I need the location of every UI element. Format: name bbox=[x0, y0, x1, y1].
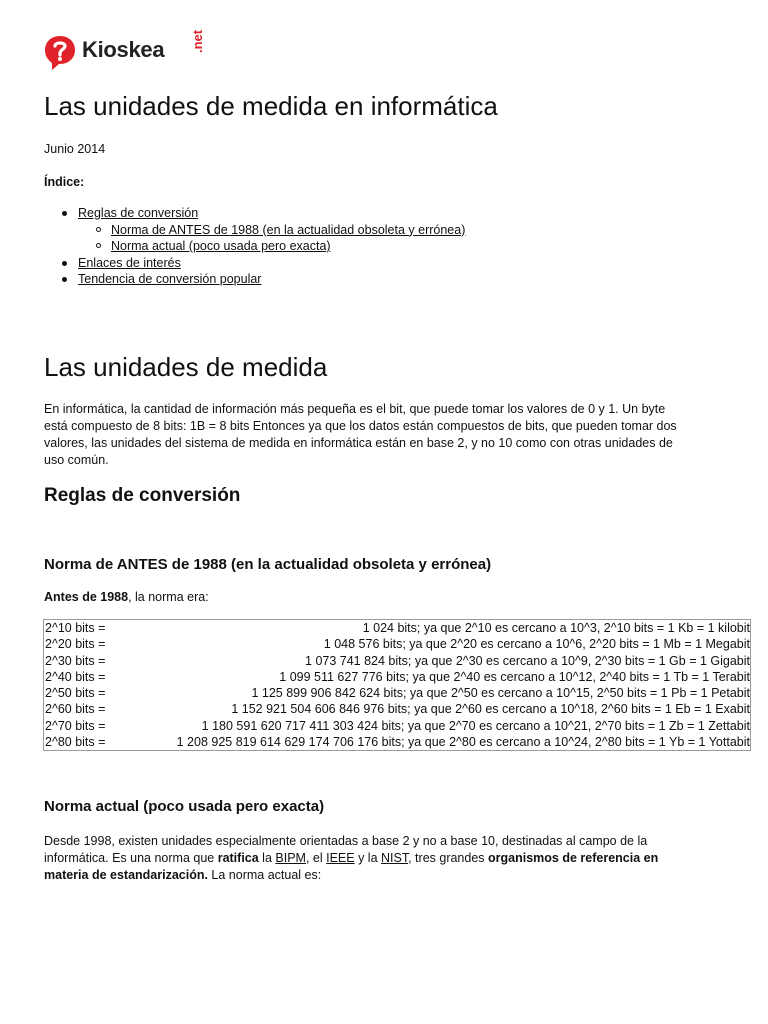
table-cell-power: 2^40 bits = bbox=[45, 669, 106, 684]
toc-item-norma-antes bbox=[44, 222, 465, 239]
current-norm-line: Desde 1998, existen unidades especialmente orientadas a base 2 y no a base 10, destinadas al campo de la bbox=[44, 834, 648, 848]
section-heading-unidades: Las unidades de medida bbox=[44, 352, 328, 382]
text-span: y la bbox=[354, 851, 382, 865]
logo-suffix: .net bbox=[190, 29, 205, 53]
bold-organismos: organismos de referencia en bbox=[488, 851, 659, 865]
table-row bbox=[44, 701, 751, 717]
table-row bbox=[44, 685, 751, 701]
section-heading-reglas: Reglas de conversión bbox=[44, 485, 241, 506]
text-span: informática. Es una norma que bbox=[44, 851, 218, 865]
subheading-norma-antes: Norma de ANTES de 1988 (en la actualidad obsoleta y errónea) bbox=[44, 556, 492, 573]
current-norm-paragraph bbox=[44, 833, 744, 884]
logo-wordmark: Kioskea bbox=[82, 37, 165, 62]
intro-line: uso común. bbox=[44, 453, 109, 467]
table-row bbox=[44, 669, 751, 685]
toc-link-norma-antes[interactable]: Norma de ANTES de 1988 (en la actualidad obsoleta y errónea) bbox=[111, 222, 466, 237]
toc-item-norma-actual bbox=[44, 238, 465, 255]
table-cell-detail: 1 125 899 906 842 624 bits; ya que 2^50 es cercano a 10^15, 2^50 bits = 1 Pb = 1 Petabit bbox=[251, 686, 750, 701]
old-norm-intro-rest: , la norma era: bbox=[128, 590, 209, 604]
table-cell-detail: 1 099 511 627 776 bits; ya que 2^40 es cercano a 10^12, 2^40 bits = 1 Tb = 1 Terabit bbox=[279, 669, 750, 684]
text-span: , el bbox=[305, 851, 327, 865]
table-cell-power: 2^10 bits = bbox=[45, 621, 106, 635]
table-cell-power: 2^30 bits = bbox=[45, 653, 106, 668]
current-norm-line bbox=[44, 850, 744, 867]
table-cell-power: 2^20 bits = bbox=[45, 637, 106, 652]
intro-line: En informática, la cantidad de información más pequeña es el bit, que puede tomar los valores de 0 y 1. Un byte bbox=[44, 402, 666, 416]
text-span: la bbox=[258, 851, 276, 865]
conversion-table bbox=[43, 619, 751, 751]
bold-materia: materia de estandarización. bbox=[44, 868, 208, 882]
table-row bbox=[44, 636, 751, 652]
toc-item-tendencia bbox=[44, 271, 465, 288]
table-row bbox=[44, 718, 751, 734]
intro-paragraph bbox=[44, 401, 734, 469]
intro-line: está compuesto de 8 bits: 1B = 8 bits Entonces ya que los datos están compuestos de bits, que pueden tomar dos bbox=[44, 419, 677, 433]
table-cell-detail: 1 152 921 504 606 846 976 bits; ya que 2^60 es cercano a 10^18, 2^60 bits = 1 Eb = 1 Exabit bbox=[231, 702, 750, 717]
table-row bbox=[44, 734, 751, 751]
bold-ratifica: ratifica bbox=[217, 851, 259, 865]
old-norm-intro-bold: Antes de 1988 bbox=[44, 590, 129, 604]
link-bipm[interactable]: BIPM bbox=[275, 851, 306, 865]
table-cell-detail: 1 073 741 824 bits; ya que 2^30 es cercano a 10^9, 2^30 bits = 1 Gb = 1 Gigabit bbox=[305, 653, 750, 668]
table-cell-detail: 1 048 576 bits; ya que 2^20 es cercano a 10^6, 2^20 bits = 1 Mb = 1 Megabit bbox=[323, 637, 750, 652]
link-nist[interactable]: NIST bbox=[381, 851, 409, 865]
text-span: , tres grandes bbox=[408, 851, 489, 865]
page-title: Las unidades de medida en informática bbox=[44, 91, 498, 121]
toc-link-norma-actual[interactable]: Norma actual (poco usada pero exacta) bbox=[111, 239, 331, 253]
intro-line: valores, las unidades del sistema de medida en informática están en base 2, y no 10 como con otras unidades de bbox=[44, 436, 673, 450]
old-norm-intro bbox=[44, 589, 209, 606]
toc-item-reglas bbox=[44, 205, 465, 222]
table-cell-power: 2^50 bits = bbox=[45, 686, 106, 701]
toc-link-reglas[interactable]: Reglas de conversión bbox=[78, 206, 199, 220]
toc-item-enlaces bbox=[44, 255, 465, 272]
table-row bbox=[44, 653, 751, 669]
text-span: La norma actual es: bbox=[207, 868, 322, 882]
kioskea-logo-icon bbox=[44, 34, 76, 72]
publication-date: Junio 2014 bbox=[44, 142, 106, 156]
toc-heading: Índice: bbox=[44, 175, 85, 189]
toc-link-enlaces[interactable]: Enlaces de interés bbox=[78, 255, 181, 270]
table-row bbox=[44, 620, 751, 637]
table-cell-detail: 1 208 925 819 614 629 174 706 176 bits; ya que 2^80 es cercano a 10^24, 2^80 bits = 1 Yb = 1 Yottabit bbox=[176, 735, 750, 750]
table-cell-detail: 1 180 591 620 717 411 303 424 bits; ya que 2^70 es cercano a 10^21, 2^70 bits = 1 Zb = 1 Zettabit bbox=[201, 718, 750, 733]
table-cell-power: 2^80 bits = bbox=[45, 735, 106, 750]
subheading-norma-actual: Norma actual (poco usada pero exacta) bbox=[44, 798, 325, 815]
link-ieee[interactable]: IEEE bbox=[326, 851, 355, 865]
current-norm-line bbox=[44, 867, 744, 884]
table-cell-power: 2^60 bits = bbox=[45, 702, 106, 717]
table-cell-power: 2^70 bits = bbox=[45, 718, 106, 733]
table-of-contents bbox=[44, 205, 465, 288]
toc-link-tendencia[interactable]: Tendencia de conversión popular bbox=[78, 272, 262, 286]
table-cell-detail: 1 024 bits; ya que 2^10 es cercano a 10^3, 2^10 bits = 1 Kb = 1 kilobit bbox=[362, 621, 750, 635]
